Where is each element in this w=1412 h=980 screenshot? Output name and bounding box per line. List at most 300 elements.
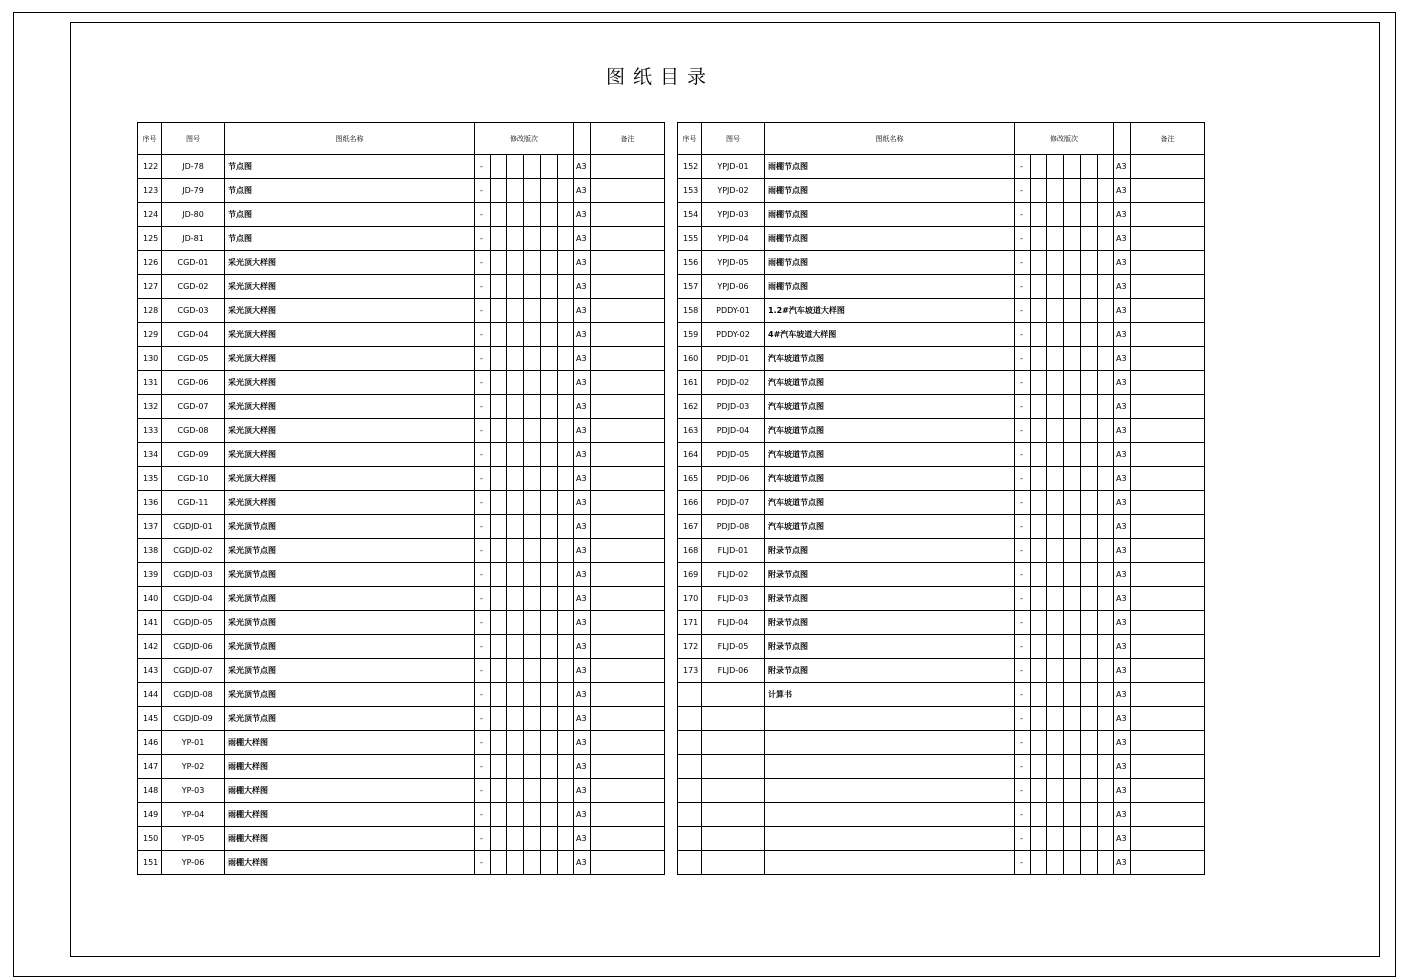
row-paper-size: A3 <box>574 371 591 395</box>
row-version-mark: - <box>1015 371 1031 395</box>
row-paper-size: A3 <box>574 179 591 203</box>
row-version-cell <box>1064 467 1081 491</box>
row-version-mark: - <box>1015 155 1031 179</box>
header-remark: 备注 <box>591 123 665 155</box>
row-drawing-name: 汽车坡道节点图 <box>765 443 1015 467</box>
row-paper-size: A3 <box>574 635 591 659</box>
row-version-cell <box>1081 251 1098 275</box>
row-version-cell <box>1047 587 1064 611</box>
row-version-cell <box>558 851 574 875</box>
row-seq: 138 <box>138 539 162 563</box>
row-drawing-name <box>765 803 1015 827</box>
row-version-cell <box>507 563 524 587</box>
row-version-cell <box>491 299 507 323</box>
table-row <box>678 659 1205 683</box>
row-version-mark: - <box>1015 539 1031 563</box>
row-version-cell <box>1064 419 1081 443</box>
row-version-cell <box>1031 635 1047 659</box>
row-version-cell <box>1047 515 1064 539</box>
row-drawing-code: CGDJD-05 <box>162 611 225 635</box>
row-version-cell <box>1098 827 1114 851</box>
row-version-cell <box>507 203 524 227</box>
row-remark <box>1131 755 1205 779</box>
row-version-cell <box>1064 155 1081 179</box>
row-drawing-code: CGDJD-08 <box>162 683 225 707</box>
row-seq: 148 <box>138 779 162 803</box>
row-paper-size: A3 <box>1114 299 1131 323</box>
row-seq: 122 <box>138 155 162 179</box>
row-version-cell <box>491 659 507 683</box>
row-version-cell <box>1064 803 1081 827</box>
table-row <box>138 227 665 251</box>
table-row <box>138 323 665 347</box>
row-paper-size: A3 <box>1114 587 1131 611</box>
row-drawing-name <box>765 731 1015 755</box>
row-seq: 166 <box>678 491 702 515</box>
row-remark <box>591 179 665 203</box>
row-version-cell <box>1031 539 1047 563</box>
row-drawing-code: YPJD-01 <box>702 155 765 179</box>
row-version-cell <box>558 203 574 227</box>
row-version-cell <box>1064 179 1081 203</box>
row-version-cell <box>524 275 541 299</box>
row-version-cell <box>1064 611 1081 635</box>
row-version-cell <box>1064 659 1081 683</box>
header-seq: 序号 <box>678 123 702 155</box>
row-paper-size: A3 <box>1114 323 1131 347</box>
row-version-mark: - <box>475 827 491 851</box>
table-row <box>138 755 665 779</box>
row-version-cell <box>524 155 541 179</box>
row-version-cell <box>1047 275 1064 299</box>
row-drawing-name: 采光顶大样图 <box>225 371 475 395</box>
table-row <box>138 707 665 731</box>
row-version-cell <box>1098 179 1114 203</box>
row-paper-size: A3 <box>574 491 591 515</box>
row-drawing-code: CGDJD-03 <box>162 563 225 587</box>
row-drawing-name: 采光顶大样图 <box>225 251 475 275</box>
row-version-cell <box>1047 707 1064 731</box>
row-remark <box>591 299 665 323</box>
row-drawing-name: 采光顶大样图 <box>225 491 475 515</box>
row-remark <box>1131 179 1205 203</box>
row-version-cell <box>1081 467 1098 491</box>
row-drawing-name: 节点图 <box>225 203 475 227</box>
row-version-mark: - <box>475 515 491 539</box>
row-remark <box>591 779 665 803</box>
table-row <box>138 827 665 851</box>
row-drawing-name: 采光顶大样图 <box>225 419 475 443</box>
row-drawing-code: JD-78 <box>162 155 225 179</box>
row-version-cell <box>558 179 574 203</box>
row-drawing-code: CGD-04 <box>162 323 225 347</box>
row-drawing-code <box>702 707 765 731</box>
row-drawing-name: 附录节点图 <box>765 635 1015 659</box>
row-paper-size: A3 <box>1114 275 1131 299</box>
row-seq: 162 <box>678 395 702 419</box>
row-paper-size: A3 <box>1114 419 1131 443</box>
row-version-cell <box>1031 563 1047 587</box>
row-remark <box>591 851 665 875</box>
row-version-cell <box>541 611 558 635</box>
row-version-cell <box>541 827 558 851</box>
row-version-cell <box>1047 851 1064 875</box>
row-version-cell <box>541 851 558 875</box>
row-paper-size: A3 <box>574 323 591 347</box>
row-version-cell <box>491 779 507 803</box>
row-version-cell <box>491 731 507 755</box>
row-version-mark: - <box>1015 227 1031 251</box>
row-version-mark: - <box>475 683 491 707</box>
row-version-cell <box>524 635 541 659</box>
row-remark <box>1131 275 1205 299</box>
row-version-cell <box>1098 779 1114 803</box>
row-version-cell <box>507 419 524 443</box>
row-drawing-name: 采光顶节点图 <box>225 539 475 563</box>
row-version-cell <box>1081 563 1098 587</box>
row-version-cell <box>1047 419 1064 443</box>
row-seq: 125 <box>138 227 162 251</box>
row-drawing-name <box>765 851 1015 875</box>
row-seq: 168 <box>678 539 702 563</box>
row-version-cell <box>1064 731 1081 755</box>
row-version-mark: - <box>1015 443 1031 467</box>
table-row <box>678 179 1205 203</box>
row-version-cell <box>1047 203 1064 227</box>
row-version-mark: - <box>475 803 491 827</box>
row-version-cell <box>541 251 558 275</box>
row-version-cell <box>524 587 541 611</box>
table-row <box>678 467 1205 491</box>
row-version-cell <box>1098 611 1114 635</box>
row-paper-size: A3 <box>574 419 591 443</box>
row-seq: 167 <box>678 515 702 539</box>
row-version-cell <box>558 587 574 611</box>
row-drawing-code: YP-02 <box>162 755 225 779</box>
row-drawing-code: CGDJD-02 <box>162 539 225 563</box>
row-drawing-name: 采光顶节点图 <box>225 611 475 635</box>
row-version-cell <box>524 707 541 731</box>
row-version-cell <box>1031 659 1047 683</box>
row-version-mark: - <box>1015 611 1031 635</box>
row-version-cell <box>507 851 524 875</box>
row-version-cell <box>524 563 541 587</box>
row-version-cell <box>1047 803 1064 827</box>
row-version-mark: - <box>475 227 491 251</box>
row-version-cell <box>1031 467 1047 491</box>
row-remark <box>591 563 665 587</box>
row-paper-size: A3 <box>574 467 591 491</box>
row-drawing-name: 雨棚节点图 <box>765 227 1015 251</box>
row-version-mark: - <box>1015 467 1031 491</box>
row-drawing-code: PDDY-01 <box>702 299 765 323</box>
row-version-cell <box>1081 491 1098 515</box>
row-version-cell <box>1081 515 1098 539</box>
row-version-cell <box>1031 275 1047 299</box>
row-version-cell <box>1047 731 1064 755</box>
row-drawing-name: 采光顶大样图 <box>225 395 475 419</box>
row-version-cell <box>507 491 524 515</box>
row-version-cell <box>491 155 507 179</box>
row-remark <box>1131 539 1205 563</box>
row-paper-size: A3 <box>574 851 591 875</box>
table-row <box>678 707 1205 731</box>
row-version-cell <box>491 227 507 251</box>
row-drawing-name <box>765 827 1015 851</box>
header-version: 修改版次 <box>475 123 574 155</box>
row-version-cell <box>491 203 507 227</box>
row-remark <box>1131 347 1205 371</box>
row-drawing-code <box>702 683 765 707</box>
row-version-mark: - <box>475 299 491 323</box>
row-drawing-name: 采光顶大样图 <box>225 443 475 467</box>
row-version-mark: - <box>1015 491 1031 515</box>
table-row <box>678 539 1205 563</box>
table-row <box>138 539 665 563</box>
row-version-cell <box>1098 299 1114 323</box>
row-seq: 135 <box>138 467 162 491</box>
row-paper-size: A3 <box>574 683 591 707</box>
row-version-mark: - <box>1015 635 1031 659</box>
row-version-cell <box>524 731 541 755</box>
row-paper-size: A3 <box>574 515 591 539</box>
row-seq: 144 <box>138 683 162 707</box>
row-version-cell <box>558 755 574 779</box>
row-paper-size: A3 <box>1114 443 1131 467</box>
table-row <box>138 467 665 491</box>
table-row <box>138 611 665 635</box>
row-version-cell <box>1031 755 1047 779</box>
row-paper-size: A3 <box>574 275 591 299</box>
row-version-cell <box>507 587 524 611</box>
row-seq: 131 <box>138 371 162 395</box>
row-seq: 163 <box>678 419 702 443</box>
row-seq: 123 <box>138 179 162 203</box>
row-seq: 169 <box>678 563 702 587</box>
row-version-cell <box>1031 803 1047 827</box>
row-version-cell <box>1031 323 1047 347</box>
row-remark <box>591 611 665 635</box>
row-version-cell <box>1098 203 1114 227</box>
row-drawing-code <box>702 803 765 827</box>
row-paper-size: A3 <box>574 395 591 419</box>
row-version-cell <box>491 323 507 347</box>
row-seq: 172 <box>678 635 702 659</box>
row-seq: 133 <box>138 419 162 443</box>
row-version-cell <box>524 779 541 803</box>
row-version-cell <box>524 803 541 827</box>
row-drawing-code <box>702 827 765 851</box>
row-drawing-code: PDJD-03 <box>702 395 765 419</box>
row-remark <box>591 635 665 659</box>
row-version-mark: - <box>1015 419 1031 443</box>
table-row <box>678 443 1205 467</box>
row-drawing-code: CGDJD-04 <box>162 587 225 611</box>
row-drawing-code: FLJD-01 <box>702 539 765 563</box>
row-drawing-code: YPJD-03 <box>702 203 765 227</box>
row-version-mark: - <box>1015 587 1031 611</box>
row-seq: 129 <box>138 323 162 347</box>
row-version-cell <box>524 371 541 395</box>
row-drawing-name: 雨棚节点图 <box>765 275 1015 299</box>
row-drawing-name: 采光顶节点图 <box>225 563 475 587</box>
row-version-mark: - <box>475 779 491 803</box>
row-version-cell <box>1031 683 1047 707</box>
table-row <box>678 683 1205 707</box>
row-version-mark: - <box>475 707 491 731</box>
row-drawing-name: 采光顶大样图 <box>225 275 475 299</box>
row-version-cell <box>558 683 574 707</box>
row-version-cell <box>1031 827 1047 851</box>
row-seq <box>678 683 702 707</box>
row-version-mark: - <box>475 731 491 755</box>
row-version-cell <box>524 659 541 683</box>
row-remark <box>1131 419 1205 443</box>
row-remark <box>591 827 665 851</box>
table-row <box>138 731 665 755</box>
catalog-table-left <box>137 122 665 875</box>
row-remark <box>1131 227 1205 251</box>
row-version-cell <box>541 227 558 251</box>
row-drawing-name: 附录节点图 <box>765 611 1015 635</box>
row-version-cell <box>1047 443 1064 467</box>
row-version-cell <box>1081 755 1098 779</box>
row-paper-size: A3 <box>574 203 591 227</box>
row-paper-size: A3 <box>574 155 591 179</box>
row-paper-size: A3 <box>574 299 591 323</box>
row-remark <box>1131 731 1205 755</box>
row-drawing-code: PDJD-01 <box>702 347 765 371</box>
row-version-cell <box>491 539 507 563</box>
row-drawing-code: PDJD-05 <box>702 443 765 467</box>
row-version-mark: - <box>475 275 491 299</box>
row-remark <box>591 347 665 371</box>
row-paper-size: A3 <box>1114 227 1131 251</box>
row-drawing-code: PDDY-02 <box>702 323 765 347</box>
row-version-cell <box>1098 467 1114 491</box>
row-version-cell <box>491 707 507 731</box>
row-version-cell <box>524 827 541 851</box>
row-remark <box>591 731 665 755</box>
row-drawing-code: CGD-06 <box>162 371 225 395</box>
row-remark <box>591 659 665 683</box>
row-version-cell <box>1031 731 1047 755</box>
row-paper-size: A3 <box>1114 347 1131 371</box>
row-drawing-code: YPJD-05 <box>702 251 765 275</box>
table-row <box>678 347 1205 371</box>
table-header-row <box>138 123 665 155</box>
row-version-cell <box>1081 803 1098 827</box>
row-version-mark: - <box>475 323 491 347</box>
row-version-cell <box>541 755 558 779</box>
header-size <box>574 123 591 155</box>
row-seq: 165 <box>678 467 702 491</box>
row-seq: 143 <box>138 659 162 683</box>
row-paper-size: A3 <box>574 587 591 611</box>
row-version-mark: - <box>1015 731 1031 755</box>
row-version-cell <box>491 803 507 827</box>
row-version-mark: - <box>475 203 491 227</box>
row-drawing-name: 雨棚大样图 <box>225 803 475 827</box>
row-remark <box>591 707 665 731</box>
row-remark <box>591 491 665 515</box>
row-version-cell <box>1047 827 1064 851</box>
table-row <box>678 803 1205 827</box>
row-version-cell <box>1081 731 1098 755</box>
row-version-cell <box>507 803 524 827</box>
row-drawing-code: YPJD-02 <box>702 179 765 203</box>
table-row <box>138 179 665 203</box>
row-version-cell <box>507 635 524 659</box>
row-version-cell <box>491 851 507 875</box>
row-drawing-code: YP-04 <box>162 803 225 827</box>
row-version-cell <box>524 419 541 443</box>
row-version-cell <box>507 347 524 371</box>
row-version-cell <box>524 203 541 227</box>
row-version-cell <box>507 539 524 563</box>
row-version-cell <box>1081 707 1098 731</box>
row-version-cell <box>541 731 558 755</box>
row-remark <box>1131 251 1205 275</box>
row-version-mark: - <box>1015 323 1031 347</box>
row-paper-size: A3 <box>1114 395 1131 419</box>
row-version-cell <box>524 611 541 635</box>
row-paper-size: A3 <box>1114 155 1131 179</box>
row-version-cell <box>507 275 524 299</box>
row-version-cell <box>1064 491 1081 515</box>
row-drawing-name: 雨棚节点图 <box>765 179 1015 203</box>
row-version-cell <box>1098 323 1114 347</box>
row-version-cell <box>558 371 574 395</box>
row-remark <box>1131 587 1205 611</box>
row-paper-size: A3 <box>1114 611 1131 635</box>
table-row <box>678 491 1205 515</box>
table-row <box>678 299 1205 323</box>
row-drawing-code: CGDJD-07 <box>162 659 225 683</box>
row-seq: 132 <box>138 395 162 419</box>
row-version-cell <box>558 443 574 467</box>
row-version-cell <box>507 299 524 323</box>
table-row <box>678 827 1205 851</box>
row-drawing-code: PDJD-02 <box>702 371 765 395</box>
row-version-cell <box>1047 611 1064 635</box>
row-drawing-code: YP-06 <box>162 851 225 875</box>
row-version-cell <box>1031 515 1047 539</box>
row-version-mark: - <box>1015 203 1031 227</box>
row-seq: 153 <box>678 179 702 203</box>
row-drawing-name: 汽车坡道节点图 <box>765 347 1015 371</box>
catalog-table-right <box>677 122 1205 875</box>
row-version-mark: - <box>475 491 491 515</box>
row-version-cell <box>1031 851 1047 875</box>
row-version-cell <box>1081 851 1098 875</box>
row-drawing-name: 采光顶节点图 <box>225 587 475 611</box>
row-version-cell <box>1098 635 1114 659</box>
row-drawing-name: 附录节点图 <box>765 587 1015 611</box>
row-remark <box>1131 443 1205 467</box>
row-version-cell <box>1047 347 1064 371</box>
row-drawing-name: 雨棚节点图 <box>765 251 1015 275</box>
row-version-cell <box>1031 155 1047 179</box>
row-drawing-name: 采光顶节点图 <box>225 635 475 659</box>
row-version-cell <box>541 683 558 707</box>
row-version-cell <box>1081 587 1098 611</box>
row-remark <box>1131 779 1205 803</box>
table-row <box>678 203 1205 227</box>
row-remark <box>591 275 665 299</box>
row-version-mark: - <box>1015 179 1031 203</box>
row-drawing-name: 附录节点图 <box>765 539 1015 563</box>
